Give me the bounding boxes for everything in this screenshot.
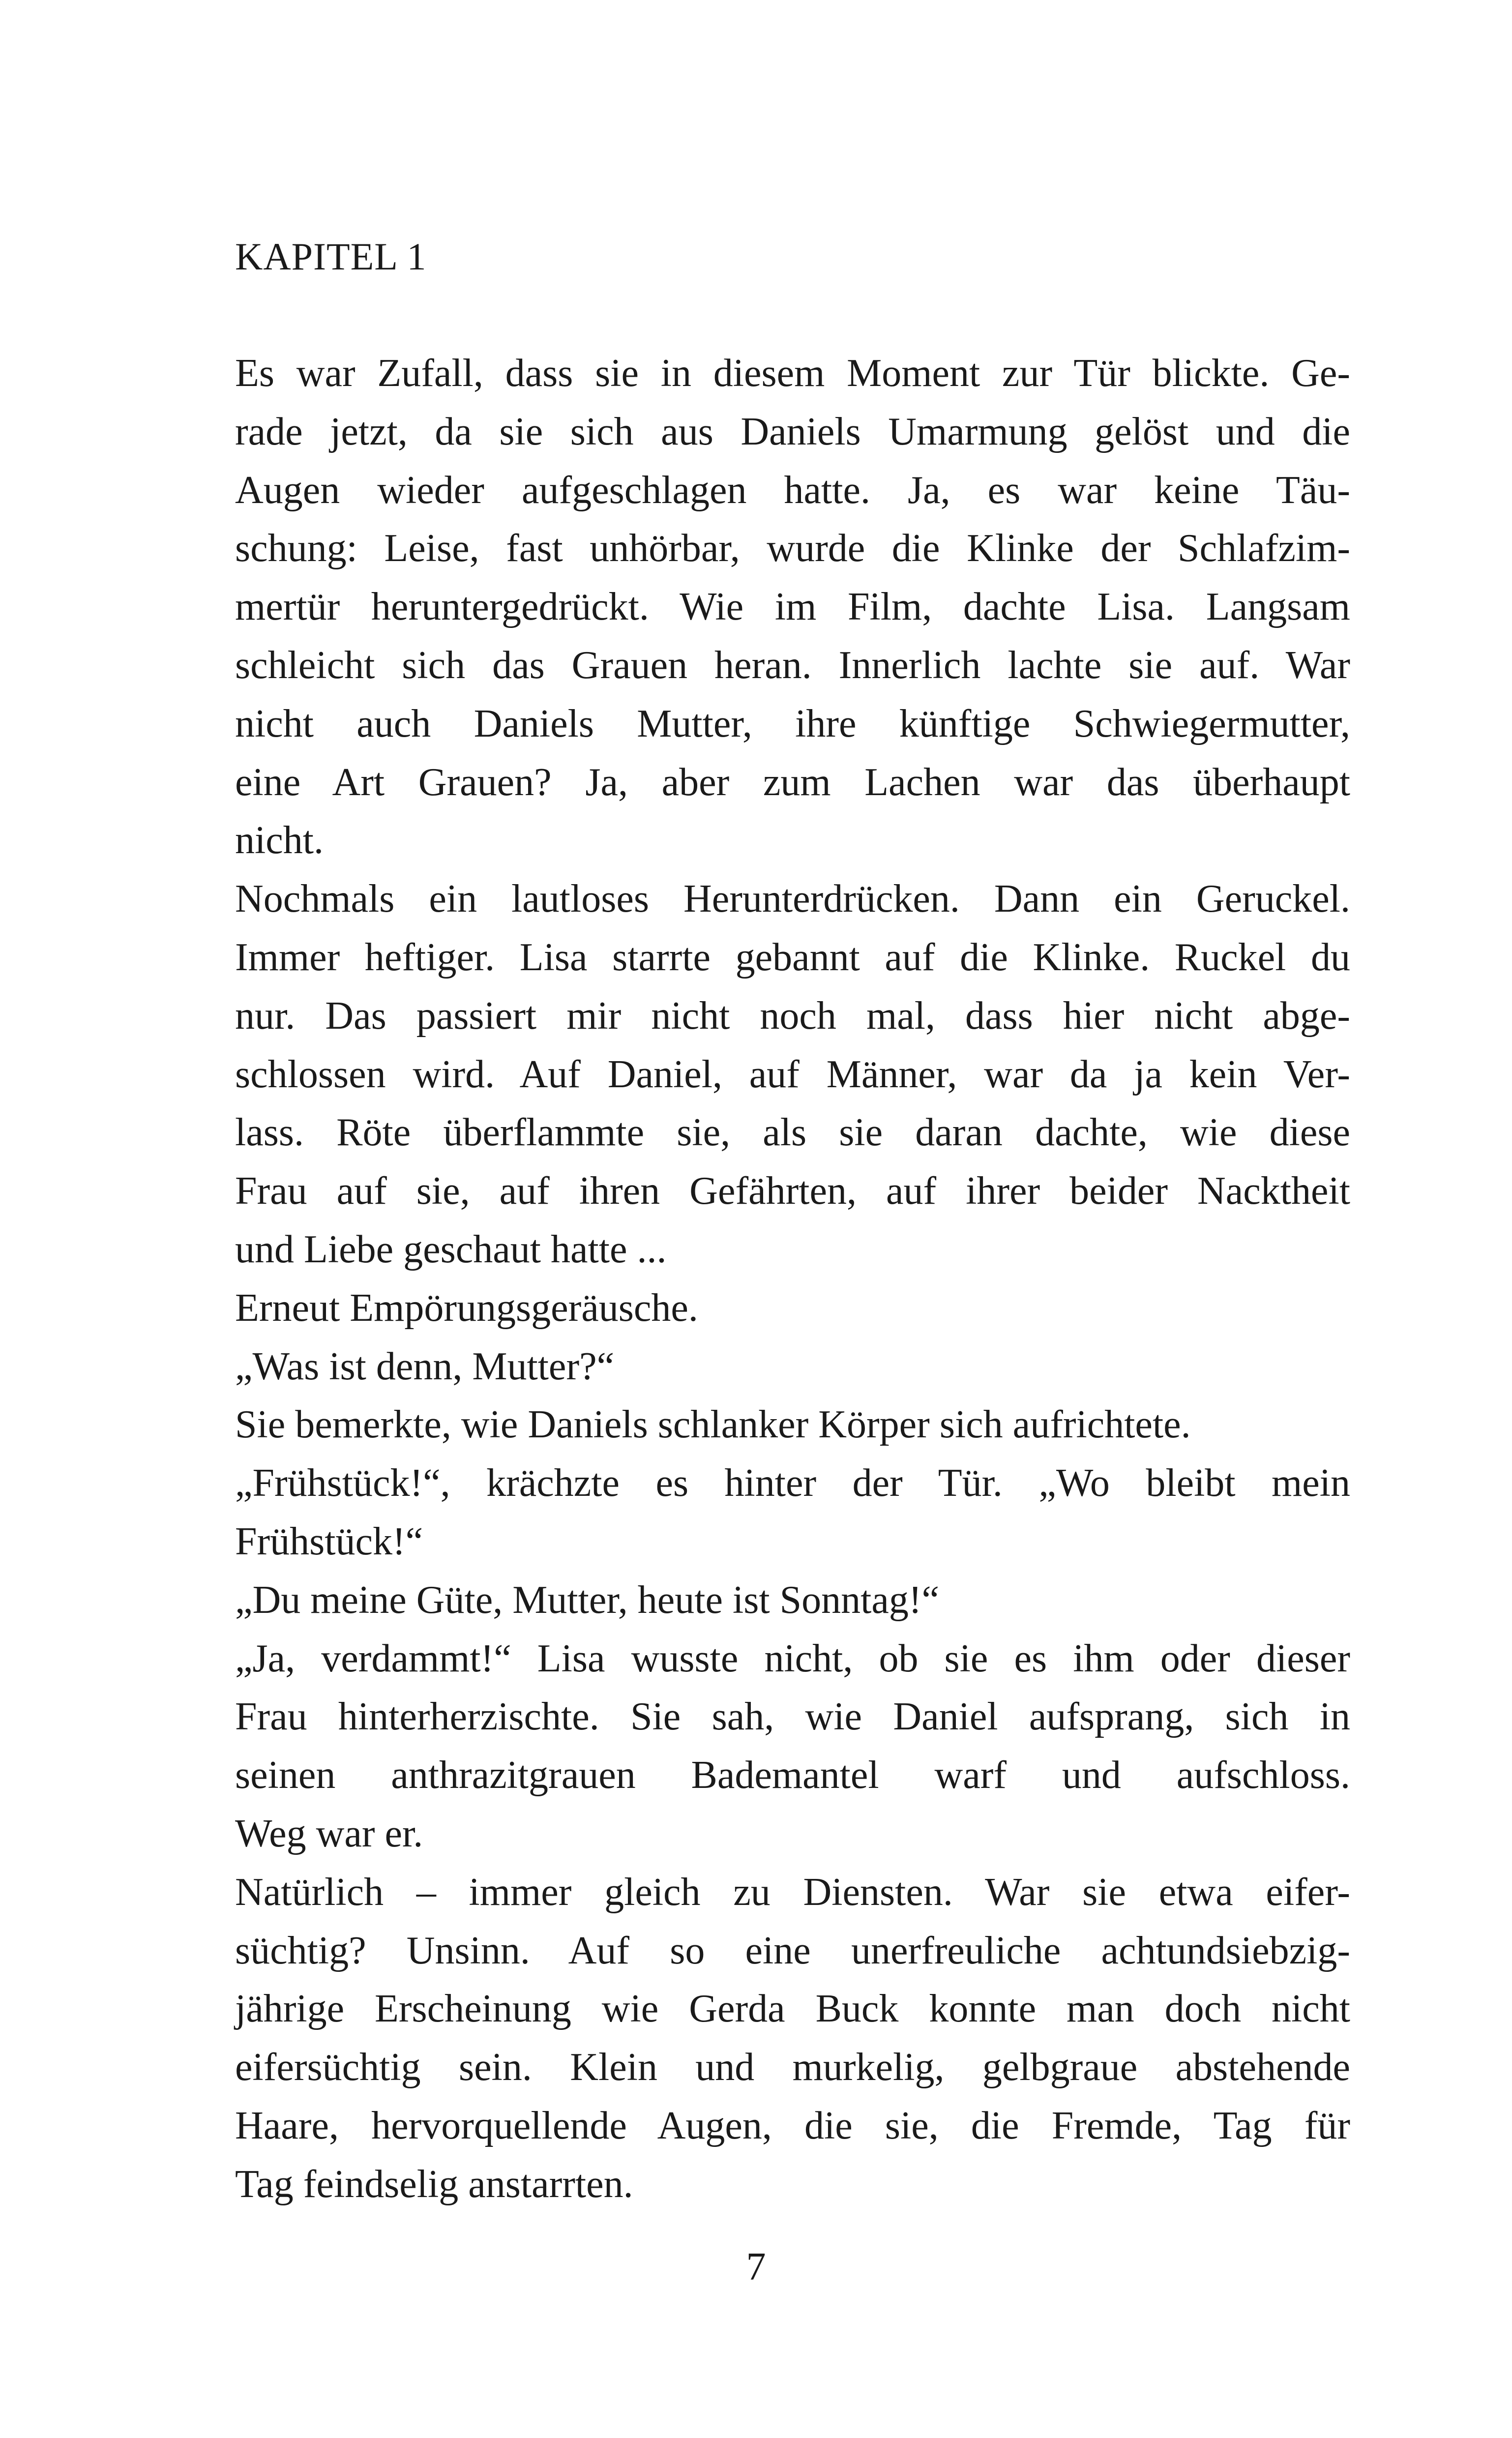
text-line: „Was ist denn, Mutter?“ — [235, 1344, 615, 1388]
text-line: Es war Zufall, dass sie in diesem Moment zur Tür blickte. Ge- — [235, 352, 1350, 395]
text-line: Frau auf sie, auf ihren Gefährten, auf ihrer beider Nacktheit — [235, 1169, 1350, 1213]
text-line: Frühstück!“ — [235, 1519, 423, 1563]
text-line: mertür heruntergedrückt. Wie im Film, dachte Lisa. Langsam — [235, 585, 1350, 629]
text-line: schlossen wird. Auf Daniel, auf Männer, war da ja kein Ver- — [235, 1052, 1350, 1096]
chapter-heading: KAPITEL 1 — [235, 235, 427, 278]
text-line: Natürlich – immer gleich zu Diensten. War sie etwa eifer- — [235, 1870, 1350, 1914]
text-line: schung: Leise, fast unhörbar, wurde die Klinke der Schlafzim- — [235, 527, 1350, 570]
text-line: eine Art Grauen? Ja, aber zum Lachen war das überhaupt — [235, 760, 1350, 804]
text-line: Sie bemerkte, wie Daniels schlanker Körper sich aufrichtete. — [235, 1403, 1191, 1447]
chapter-body-text — [235, 344, 1350, 2214]
text-line: seinen anthrazitgrauen Bademantel warf und aufschloss. — [235, 1754, 1350, 1797]
text-line: nicht auch Daniels Mutter, ihre künftige Schwiegermutter, — [235, 702, 1350, 745]
text-line: „Du meine Güte, Mutter, heute ist Sonntag!“ — [235, 1578, 939, 1622]
text-line: Weg war er. — [235, 1812, 423, 1855]
page-number: 7 — [746, 2245, 766, 2289]
text-line: Immer heftiger. Lisa starrte gebannt auf die Klinke. Ruckel du — [235, 935, 1350, 979]
text-line: nur. Das passiert mir nicht noch mal, dass hier nicht abge- — [235, 994, 1350, 1038]
text-line: rade jetzt, da sie sich aus Daniels Umarmung gelöst und die — [235, 410, 1350, 453]
text-line: „Frühstück!“, krächzte es hinter der Tür. „Wo bleibt mein — [235, 1461, 1350, 1505]
text-line: eifersüchtig sein. Klein und murkelig, gelbgraue abstehende — [235, 2046, 1350, 2089]
text-line: lass. Röte überflammte sie, als sie daran dachte, wie diese — [235, 1111, 1350, 1155]
text-line: süchtig? Unsinn. Auf so eine unerfreuliche achtundsiebzig- — [235, 1929, 1350, 1972]
text-line: nicht. — [235, 819, 324, 862]
text-line: schleicht sich das Grauen heran. Innerlich lachte sie auf. War — [235, 643, 1350, 687]
text-line: jährige Erscheinung wie Gerda Buck konnte man doch nicht — [235, 1987, 1350, 2031]
text-line: Haare, hervorquellende Augen, die sie, die Fremde, Tag für — [235, 2104, 1350, 2147]
text-line: Erneut Empörungsgeräusche. — [235, 1286, 698, 1330]
text-line: Tag feindselig anstarrten. — [235, 2162, 633, 2206]
text-line: Nochmals ein lautloses Herunterdrücken. Dann ein Geruckel. — [235, 877, 1350, 921]
text-line: Frau hinterherzischte. Sie sah, wie Daniel aufsprang, sich in — [235, 1695, 1350, 1739]
text-line: Augen wieder aufgeschlagen hatte. Ja, es war keine Täu- — [235, 468, 1350, 512]
text-line: „Ja, verdammt!“ Lisa wusste nicht, ob sie es ihm oder dieser — [235, 1636, 1350, 1680]
text-line: und Liebe geschaut hatte ... — [235, 1227, 667, 1271]
